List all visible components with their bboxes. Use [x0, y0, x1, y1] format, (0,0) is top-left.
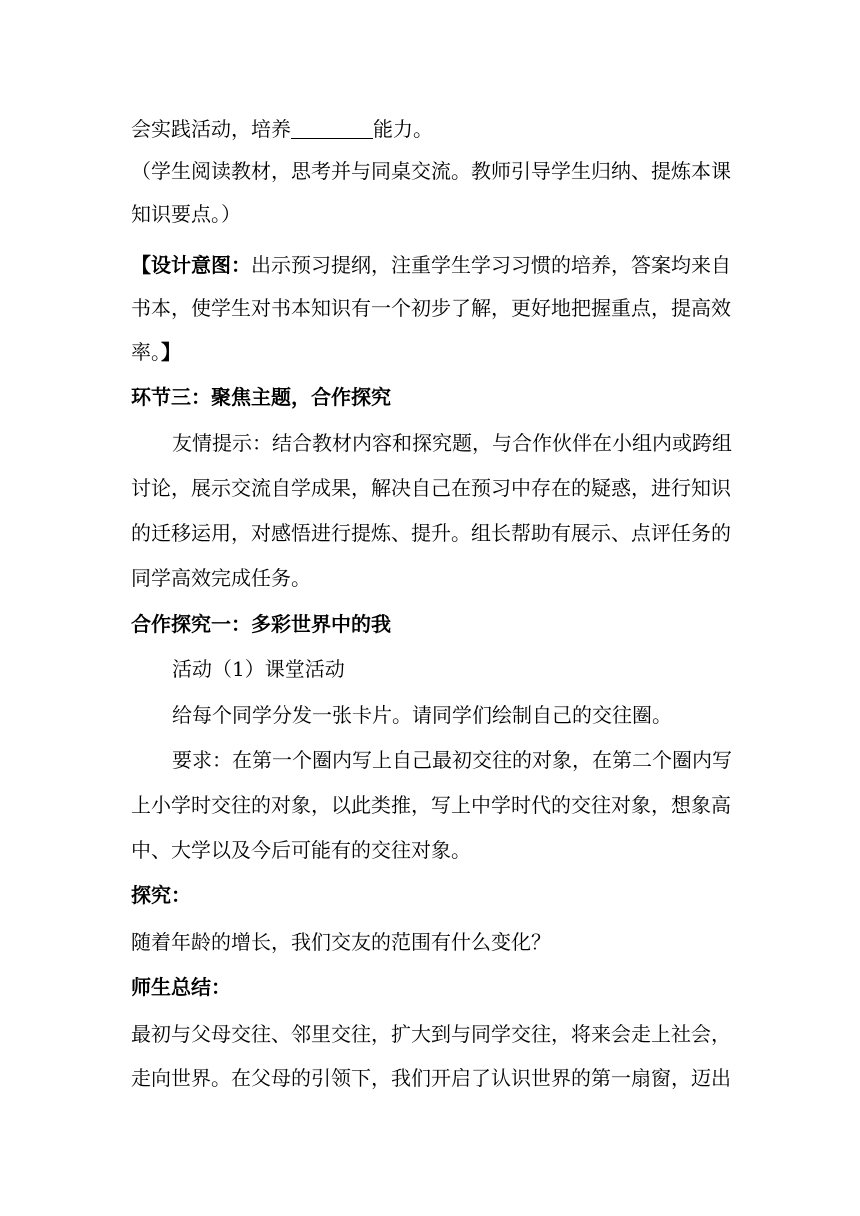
fill-in-line — [131, 115, 433, 143]
tip-line-4: 同学高效完成任务。 — [131, 566, 311, 590]
requirement-line-2: 上小学时交往的对象，以此类推，写上中学时代的交往对象，想象高 — [131, 793, 731, 817]
text-segment: 出示预习提纲，注重学生学习习惯的培养，答案均来自 — [251, 253, 731, 277]
tip-line-3: 的迁移运用，对感悟进行提炼、提升。组长帮助有展示、点评任务的 — [131, 521, 731, 545]
answer-blank — [291, 118, 373, 139]
tip-line-1: 友情提示：结合教材内容和探究题，与合作伙伴在小组内或跨组 — [172, 431, 732, 455]
student-activity-line-2: 知识要点。） — [131, 202, 241, 226]
summary-line-1: 最初与父母交往、邻里交往，扩大到与同学交往，将来会走上社会， — [131, 1022, 731, 1046]
tip-line-2: 讨论，展示交流自学成果，解决自己在预习中存在的疑惑，进行知识 — [131, 476, 731, 500]
text-segment: 能力。 — [373, 117, 433, 141]
design-intent-label: 【设计意图： — [131, 253, 251, 277]
subsection-heading: 合作探究一：多彩世界中的我 — [131, 612, 391, 636]
summary-label: 师生总结： — [131, 975, 231, 999]
student-activity-line-1: （学生阅读教材，思考并与同桌交流。教师引导学生归纳、提炼本课 — [131, 159, 731, 183]
design-intent-line-1 — [131, 251, 729, 279]
design-intent-line-2: 书本，使学生对书本知识有一个初步了解，更好地把握重点，提高效 — [131, 296, 731, 320]
explore-question: 随着年龄的增长，我们交友的范围有什么变化？ — [131, 930, 551, 954]
requirement-line-3: 中、大学以及今后可能有的交往对象。 — [131, 838, 471, 862]
requirement-line-1: 要求：在第一个圈内写上自己最初交往的对象，在第二个圈内写 — [172, 748, 732, 772]
activity-title: 活动（1）课堂活动 — [172, 657, 345, 681]
text-segment: 率。 — [131, 340, 161, 364]
design-intent-close: 】 — [161, 340, 181, 364]
text-segment: 会实践活动，培养 — [131, 117, 291, 141]
section-heading: 环节三：聚焦主题，合作探究 — [131, 385, 391, 409]
summary-line-2: 走向世界。在父母的引领下，我们开启了认识世界的第一扇窗，迈出 — [131, 1066, 731, 1090]
explore-label: 探究： — [131, 883, 191, 907]
activity-text: 给每个同学分发一张卡片。请同学们绘制自己的交往圈。 — [172, 703, 672, 727]
design-intent-line-3 — [131, 338, 181, 366]
